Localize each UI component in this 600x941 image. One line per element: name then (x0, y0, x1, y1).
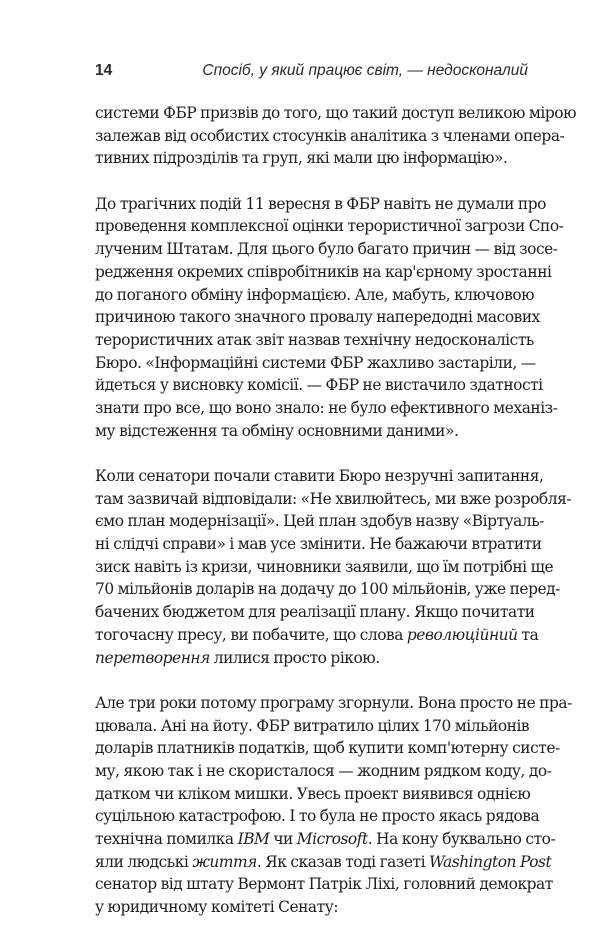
text-line (95, 783, 531, 806)
text-line (95, 261, 552, 284)
text-segment: там зазвичай відповідали: «Не хвилюйтесь, ми вже розробля- (95, 489, 572, 508)
text-line (95, 828, 556, 851)
page-number: 14 (95, 62, 113, 79)
text-segment: до поганого обміну інформацією. Але, мабуть, ключовою (95, 285, 535, 304)
text-line (95, 125, 565, 148)
text-segment: лилися просто рікою. (209, 648, 380, 667)
text-line (95, 533, 542, 556)
italic-text: революційний (406, 625, 518, 644)
text-segment: редження окремих співробітників на кар'єрному зростанні (95, 262, 552, 281)
text-segment: доларів платників податків, щоб купити комп'ютерну систе- (95, 739, 560, 758)
text-segment: До трагічних подій 11 вересня в ФБР навіть не думали про (95, 194, 546, 213)
text-segment: ємо план модернізації». Цей план здобув назву «Віртуаль- (95, 512, 544, 531)
body-text (95, 102, 577, 941)
text-segment: технічна помилка (95, 830, 238, 848)
text-segment: му, якою так і не скористалося — жодним рядком коду, до- (95, 761, 552, 780)
text-segment: проведення комплексної оцінки терористичної загрози Спо- (95, 217, 564, 236)
text-segment: суцільною катастрофою. І то була не просто якась рядова (95, 807, 540, 826)
text-segment: Бюро. «Інформаційні системи ФБР жахливо застаріли, — (95, 353, 536, 372)
text-line (95, 873, 553, 896)
text-line (95, 760, 552, 783)
text-line (95, 329, 534, 352)
italic-text: життя (192, 852, 257, 871)
text-line (95, 465, 544, 488)
text-line (95, 238, 558, 261)
italic-text: Washington Post (428, 852, 552, 871)
text-segment: цювала. Ані на йоту. ФБР витратило цілих 170 мільйонів (95, 716, 530, 735)
text-line (95, 488, 572, 511)
text-segment: сенатор від штату Вермонт Патрік Ліхі, головний демократ (95, 875, 553, 894)
text-segment: 70 мільйонів доларів на додачу до 100 мільйонів, уже перед- (95, 580, 560, 599)
paragraph (95, 193, 564, 443)
text-line (95, 692, 572, 715)
text-segment: . Як сказав тоді газеті (256, 852, 429, 871)
text-line (95, 578, 560, 601)
text-line (95, 601, 535, 624)
running-title: Спосіб, у який працює світ, — недосконалий (202, 62, 528, 79)
text-line (95, 715, 528, 738)
text-segment: системи ФБР призвів до того, що такий доступ великою мірою (95, 104, 577, 122)
text-line (95, 896, 528, 919)
text-segment: тивних підрозділів та груп, які мали цю інформацію». (95, 149, 508, 168)
text-segment: датком чи кліком мишки. Увесь проект виявився однією (95, 784, 531, 803)
text-segment: Але три роки потому програму згорнули. Вона просто не пра- (95, 693, 572, 712)
text-segment: знати про все, що воно знало: не було ефективного механіз- (95, 398, 558, 417)
text-segment: тогочасну пресу, ви побачите, що слова (95, 625, 407, 644)
page-header (95, 62, 528, 86)
text-line (95, 805, 540, 828)
text-line (95, 193, 546, 216)
text-segment: Коли сенатори почали ставити Бюро незручні запитання, (95, 467, 544, 485)
paragraph (95, 692, 572, 919)
paragraph (95, 102, 577, 170)
text-line (95, 737, 560, 760)
text-line (95, 284, 535, 307)
text-line (95, 306, 540, 329)
text-segment: чи (269, 830, 297, 848)
text-segment: бачених бюджетом для реалізації плану. Якщо почитати (95, 603, 535, 622)
text-segment: йдеться у висновку комісії. — ФБР не вистачило здатності (95, 376, 543, 395)
text-line (95, 510, 544, 533)
text-line (95, 624, 539, 647)
text-segment: му відстеження та обміну основними даними». (95, 421, 459, 440)
text-segment: та (517, 625, 539, 644)
text-segment: терористичних атак звіт назвав технічну недосконалість (95, 330, 534, 349)
italic-text: Microsoft (296, 830, 368, 848)
italic-text: IBM (237, 830, 270, 848)
text-line (95, 397, 558, 420)
text-line (95, 647, 528, 670)
text-segment: у юридичному комітеті Сенату: (95, 898, 339, 917)
text-line (95, 352, 536, 375)
text-line (95, 215, 564, 238)
text-segment: лученим Штатам. Для цього було багато причин — від зосе- (95, 240, 558, 259)
text-line (95, 374, 543, 397)
text-line (95, 147, 528, 170)
italic-text: перетворення (95, 648, 210, 667)
text-segment: ні слідчі справи» і мав усе змінити. Не бажаючи втратити (95, 535, 542, 554)
text-segment: яли людські (95, 852, 193, 871)
text-segment: причиною такого значного провалу напередодні масових (95, 308, 540, 327)
text-line (95, 851, 552, 874)
text-segment: . На кону буквально сто- (367, 830, 556, 848)
text-segment: залежав від особистих стосунків аналітика з членами опера- (95, 126, 565, 145)
text-segment: зиск навіть із кризи, чиновники заявили, що їм потрібні ще (95, 557, 554, 576)
paragraph (95, 465, 572, 669)
text-line (95, 556, 554, 579)
text-line (95, 102, 577, 125)
text-line (95, 420, 528, 443)
